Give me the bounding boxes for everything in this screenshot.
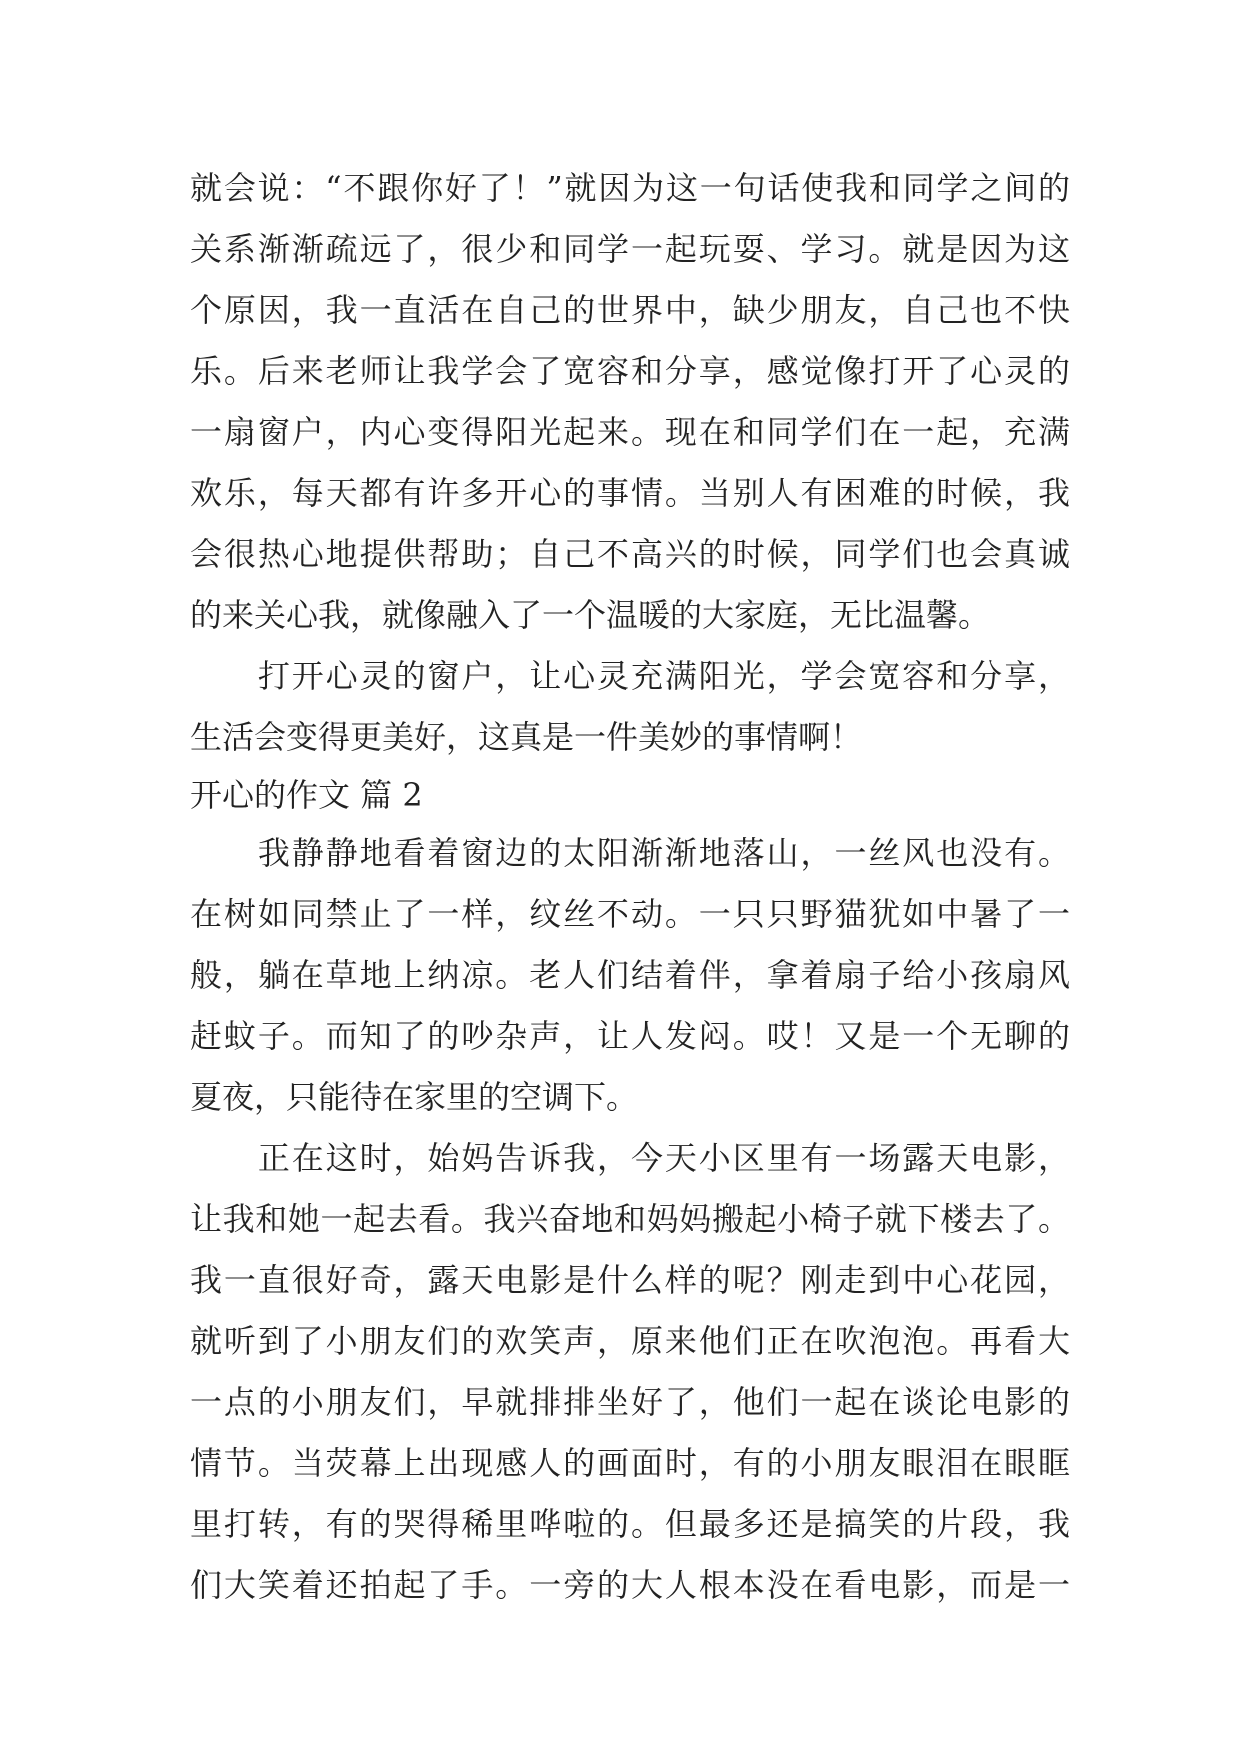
text-line: 情节。当荧幕上出现感人的画面时，有的小朋友眼泪在眼眶	[190, 1444, 1070, 1482]
text-line: 我静静地看着窗边的太阳渐渐地落山，一丝风也没有。	[190, 834, 1070, 872]
text-line: 个原因，我一直活在自己的世界中，缺少朋友，自己也不快	[190, 291, 1070, 329]
text-line: 一点的小朋友们，早就排排坐好了，他们一起在谈论电影的	[190, 1383, 1070, 1421]
text-line: 在树如同禁止了一样，纹丝不动。一只只野猫犹如中暑了一	[190, 895, 1070, 933]
paragraph-1	[190, 158, 1070, 646]
paragraph-3	[190, 823, 1070, 1128]
text-line: 般，躺在草地上纳凉。老人们结着伴，拿着扇子给小孩扇风	[190, 956, 1070, 994]
text-line: 夏夜，只能待在家里的空调下。	[190, 1078, 639, 1116]
text-line: 打开心灵的窗户，让心灵充满阳光，学会宽容和分享，	[190, 657, 1070, 695]
paragraph-2	[190, 646, 1070, 768]
text-line: 就听到了小朋友们的欢笑声，原来他们正在吹泡泡。再看大	[190, 1322, 1070, 1360]
paragraph-4	[190, 1128, 1070, 1616]
text-line: 赶蚊子。而知了的吵杂声，让人发闷。哎！又是一个无聊的	[190, 1017, 1070, 1055]
text-line: 正在这时，始妈告诉我，今天小区里有一场露天电影，	[190, 1139, 1070, 1177]
text-line: 乐。后来老师让我学会了宽容和分享，感觉像打开了心灵的	[190, 352, 1070, 390]
section-heading: 开心的作文 篇 2	[190, 776, 423, 814]
text-line: 就会说：“不跟你好了！”就因为这一句话使我和同学之间的	[190, 169, 1070, 207]
text-line: 我一直很好奇，露天电影是什么样的呢？刚走到中心花园，	[190, 1261, 1070, 1299]
text-line: 关系渐渐疏远了，很少和同学一起玩耍、学习。就是因为这	[190, 230, 1070, 268]
text-line: 的来关心我，就像融入了一个温暖的大家庭，无比温馨。	[190, 596, 991, 634]
text-line: 一扇窗户，内心变得阳光起来。现在和同学们在一起，充满	[190, 413, 1070, 451]
text-line: 会很热心地提供帮助；自己不高兴的时候，同学们也会真诚	[190, 535, 1070, 573]
text-line: 们大笑着还拍起了手。一旁的大人根本没在看电影，而是一	[190, 1566, 1070, 1604]
text-line: 生活会变得更美好，这真是一件美妙的事情啊！	[190, 718, 863, 756]
document-body	[190, 158, 1070, 1616]
text-line: 让我和她一起去看。我兴奋地和妈妈搬起小椅子就下楼去了。	[190, 1200, 1070, 1238]
text-line: 里打转，有的哭得稀里哗啦的。但最多还是搞笑的片段，我	[190, 1505, 1070, 1543]
text-line: 欢乐，每天都有许多开心的事情。当别人有困难的时候，我	[190, 474, 1070, 512]
